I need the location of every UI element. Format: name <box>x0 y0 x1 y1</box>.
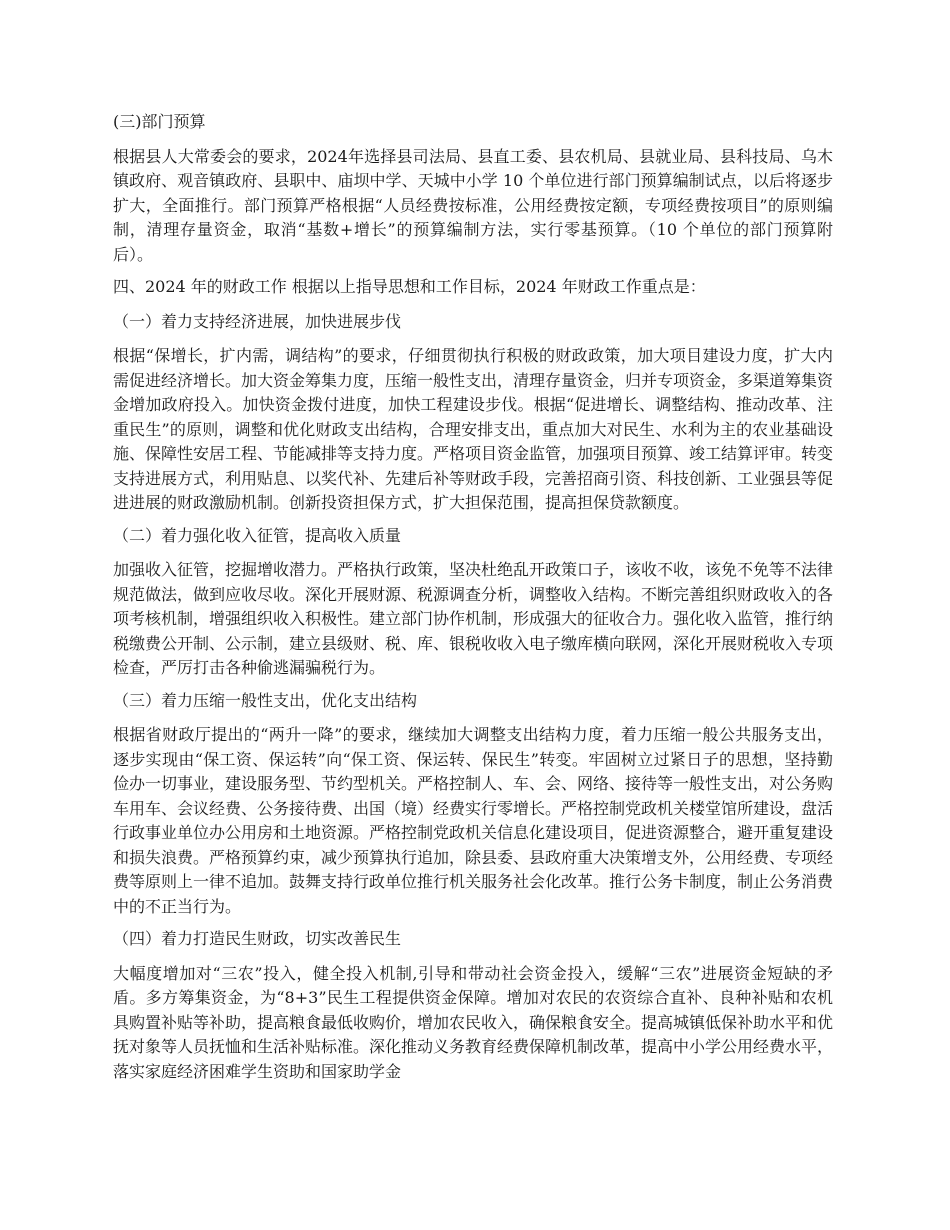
paragraph-expenditure-structure: 根据省财政厅提出的“两升一降”的要求，继续加大调整支出结构力度，着力压缩一般公共服务支出，逐步实现由“保工资、保运转”向“保工资、保运转、保民生”转变。牢固树立过紧日子的思想，坚持勤俭办一切事业，建设服务型、节约型机关。严格控制人、车、会、网络、接待等一般性支出，对公务购车用车、会议经费、公务接待费、出国（境）经费实行零增长。严格控制党政机关楼堂馆所建设，盘活行政事业单位办公用房和土地资源。严格控制党政机关信息化建设项目，促进资源整合，避开重复建设和损失浪费。严格预算约束，减少预算执行追加，除县委、县政府重大决策增支外，公用经费、专项经费等原则上一律不追加。鼓舞支持行政单位推行机关服务社会化改革。推行公务卡制度，制止公务消费中的不正当行为。 <box>113 725 834 916</box>
paragraph-department-budget: 根据县人大常委会的要求，2024年选择县司法局、县直工委、县农机局、县就业局、县科技局、乌木镇政府、观音镇政府、县职中、庙坝中学、天城中小学 10 个单位进行部门预算编制试点，以后将逐步扩大，全面推行。部门预算严格根据“人员经费按标准，公用经费按定额，专项经费按项目”的原则编制，清理存量资金，取消“基数+增长”的预算编制方法，实行零基预算。（10 个单位的部门预算附后）。 <box>113 146 833 264</box>
paragraph-economic-development: 根据“保增长，扩内需，调结构”的要求，仔细贯彻执行积极的财政政策，加大项目建设力度，扩大内需促进经济增长。加大资金筹集力度，压缩一般性支出，清理存量资金，归并专项资金，多渠道筹集资金增加政府投入。加快资金拨付进度，加快工程建设步伐。根据“促进增长、调整结构、推动改革、注重民生”的原则，调整和优化财政支出结构，合理安排支出，重点加大对民生、水利为主的农业基础设施、保障性安居工程、节能减排等支持力度。严格项目资金监管，加强项目预算、竣工结算评审。转变支持进展方式，利用贴息、以奖代补、先建后补等财政手段，完善招商引资、科技创新、工业强县等促进进展的财政激励机制。创新投资担保方式，扩大担保范围，提高担保贷款额度。 <box>113 346 834 512</box>
paragraph-revenue-collection: 加强收入征管，挖掘增收潜力。严格执行政策，坚决杜绝乱开政策口子，该收不收，该免不免等不法律规范做法，做到应收尽收。深化开展财源、税源调查分析，调整收入结构。不断完善组织财政收入的各项考核机制，增强组织收入积极性。建立部门协作机制，形成强大的征收合力。强化收入监管，推行纳税缴费公开制、公示制，建立县级财、税、库、银税收收入电子缴库横向联网，深化开展财税收入专项检查，严厉打击各种偷逃漏骗税行为。 <box>113 560 834 677</box>
section-heading-department-budget: (三)部门预算 <box>113 112 206 131</box>
subheading-expenditure-structure: （三）着力压缩一般性支出，优化支出结构 <box>113 690 418 710</box>
subheading-economic-development: （一）着力支持经济进展，加快进展步伐 <box>113 311 402 331</box>
paragraph-livelihood-finance: 大幅度增加对“三农”投入，健全投入机制,引导和带动社会资金投入，缓解“三农”进展资金短缺的矛盾。多方筹集资金，为“8+3”民生工程提供资金保障。增加对农民的农资综合直补、良种补贴和农机具购置补贴等补助，提高粮食最低收购价，增加农民收入，确保粮食安全。提高城镇低保补助水平和优抚对象等人员抚恤和生活补贴标准。深化推动义务教育经费保障机制改革，提高中小学公用经费水平，落实家庭经济困难学生资助和国家助学金 <box>113 963 834 1081</box>
subheading-revenue-collection: （二）着力强化收入征管，提高收入质量 <box>113 525 402 545</box>
section-heading-fiscal-work-2024: 四、2024 年的财政工作 根据以上指导思想和工作目标，2024 年财政工作重点是： <box>113 277 706 296</box>
document-body <box>113 110 833 1092</box>
subheading-livelihood-finance: （四）着力打造民生财政，切实改善民生 <box>113 929 402 948</box>
